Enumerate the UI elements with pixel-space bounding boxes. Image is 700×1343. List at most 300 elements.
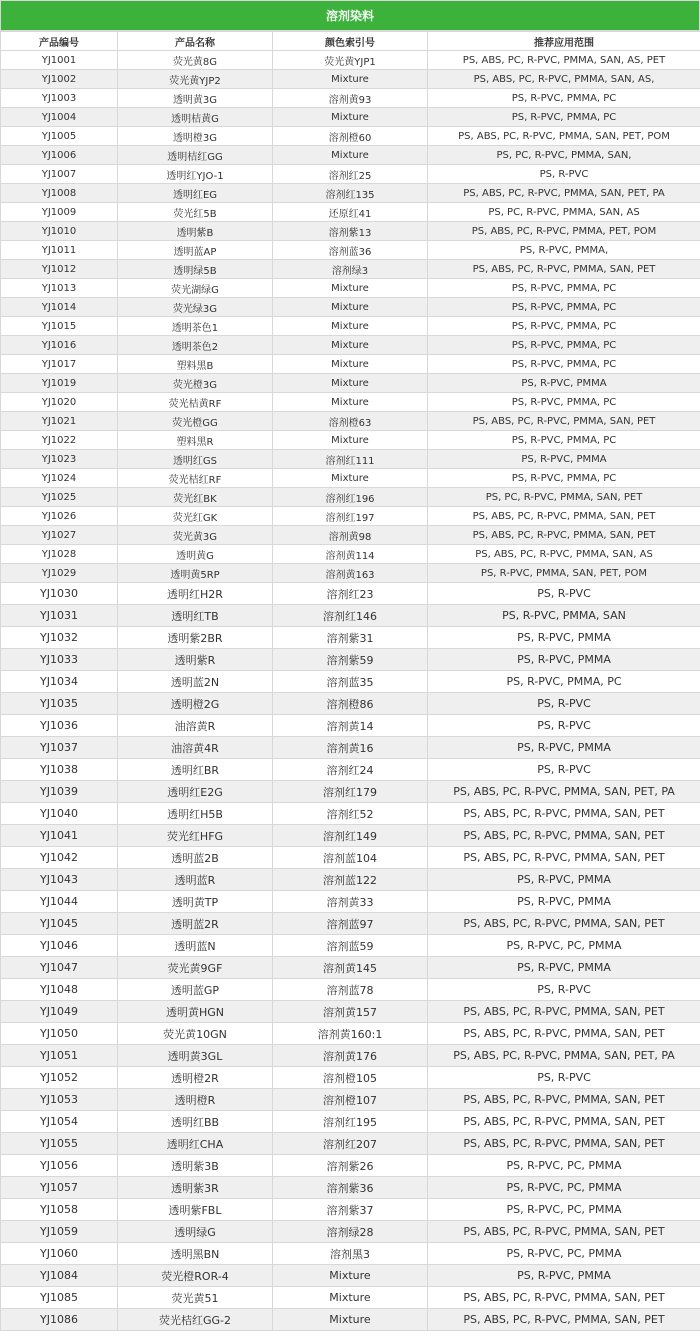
cell-application: PS, R-PVC, PMMA (428, 737, 700, 759)
cell-color-index: 溶剂红146 (273, 605, 428, 627)
cell-product-name: 荧光橙GG (118, 412, 273, 431)
table-row (1, 431, 700, 450)
cell-color-index: 溶剂蓝35 (273, 671, 428, 693)
cell-product-code: YJ1020 (1, 393, 118, 412)
cell-application: PS, ABS, PC, R-PVC, PMMA, SAN, PET (428, 1133, 700, 1155)
cell-application: PS, ABS, PC, R-PVC, PMMA, SAN, PET (428, 1287, 700, 1309)
cell-application: PS, R-PVC (428, 1067, 700, 1089)
cell-product-code: YJ1035 (1, 693, 118, 715)
cell-product-name: 荧光绿3G (118, 298, 273, 317)
cell-product-code: YJ1028 (1, 545, 118, 564)
cell-application: PS, R-PVC, PC, PMMA (428, 1199, 700, 1221)
table-row (1, 203, 700, 222)
table-row (1, 393, 700, 412)
table-row (1, 869, 700, 891)
cell-color-index: 溶剂红52 (273, 803, 428, 825)
cell-color-index: 溶剂橙107 (273, 1089, 428, 1111)
cell-product-code: YJ1021 (1, 412, 118, 431)
table-row (1, 317, 700, 336)
cell-color-index: 溶剂橙86 (273, 693, 428, 715)
cell-product-name: 透明蓝AP (118, 241, 273, 260)
cell-color-index: Mixture (273, 279, 428, 298)
table-row (1, 374, 700, 393)
cell-application: PS, R-PVC, PMMA (428, 374, 700, 393)
cell-application: PS, PC, R-PVC, PMMA, SAN, (428, 146, 700, 165)
header-product-code: 产品编号 (1, 32, 118, 51)
cell-color-index: 溶剂黄145 (273, 957, 428, 979)
table-row (1, 165, 700, 184)
cell-product-code: YJ1038 (1, 759, 118, 781)
cell-product-name: 透明黄TP (118, 891, 273, 913)
cell-product-code: YJ1047 (1, 957, 118, 979)
table-row (1, 891, 700, 913)
cell-product-code: YJ1009 (1, 203, 118, 222)
cell-product-code: YJ1019 (1, 374, 118, 393)
cell-product-code: YJ1059 (1, 1221, 118, 1243)
cell-application: PS, R-PVC, PMMA (428, 891, 700, 913)
cell-application: PS, ABS, PC, R-PVC, PMMA, SAN, AS, (428, 70, 700, 89)
table-row (1, 51, 700, 70)
cell-product-code: YJ1032 (1, 627, 118, 649)
table-row (1, 935, 700, 957)
cell-application: PS, R-PVC (428, 693, 700, 715)
table-row (1, 127, 700, 146)
cell-product-name: 透明黄HGN (118, 1001, 273, 1023)
table-row (1, 108, 700, 127)
cell-color-index: 溶剂绿3 (273, 260, 428, 279)
table-row (1, 1243, 700, 1265)
cell-product-code: YJ1011 (1, 241, 118, 260)
cell-application: PS, ABS, PC, R-PVC, PMMA, SAN, PET (428, 1001, 700, 1023)
cell-product-name: 荧光黄3G (118, 526, 273, 545)
cell-product-name: 透明紫R (118, 649, 273, 671)
cell-application: PS, R-PVC (428, 979, 700, 1001)
cell-application: PS, ABS, PC, R-PVC, PMMA, PET, POM (428, 222, 700, 241)
cell-color-index: 溶剂紫36 (273, 1177, 428, 1199)
cell-product-name: 透明红TB (118, 605, 273, 627)
cell-color-index: 溶剂红135 (273, 184, 428, 203)
cell-application: PS, PC, R-PVC, PMMA, SAN, AS (428, 203, 700, 222)
cell-product-code: YJ1006 (1, 146, 118, 165)
cell-application: PS, R-PVC, PMMA (428, 957, 700, 979)
cell-product-code: YJ1057 (1, 1177, 118, 1199)
cell-product-code: YJ1034 (1, 671, 118, 693)
cell-application: PS, ABS, PC, R-PVC, PMMA, SAN, PET (428, 847, 700, 869)
cell-product-name: 透明红H2R (118, 583, 273, 605)
cell-color-index: Mixture (273, 374, 428, 393)
cell-application: PS, R-PVC, PMMA, (428, 241, 700, 260)
cell-application: PS, R-PVC (428, 759, 700, 781)
cell-product-name: 透明红E2G (118, 781, 273, 803)
cell-product-code: YJ1046 (1, 935, 118, 957)
cell-application: PS, R-PVC, PMMA, PC (428, 89, 700, 108)
cell-color-index: 溶剂红197 (273, 507, 428, 526)
cell-product-code: YJ1050 (1, 1023, 118, 1045)
table-row (1, 715, 700, 737)
cell-color-index: Mixture (273, 298, 428, 317)
cell-product-name: 透明蓝2R (118, 913, 273, 935)
cell-color-index: 溶剂黄16 (273, 737, 428, 759)
cell-product-code: YJ1045 (1, 913, 118, 935)
cell-product-name: 透明红EG (118, 184, 273, 203)
cell-application: PS, ABS, PC, R-PVC, PMMA, SAN, PET, PA (428, 184, 700, 203)
table-row (1, 1133, 700, 1155)
table-row (1, 184, 700, 203)
cell-product-code: YJ1007 (1, 165, 118, 184)
cell-product-code: YJ1084 (1, 1265, 118, 1287)
cell-product-code: YJ1014 (1, 298, 118, 317)
table-row (1, 260, 700, 279)
cell-product-code: YJ1058 (1, 1199, 118, 1221)
table-row (1, 412, 700, 431)
table-row (1, 1045, 700, 1067)
table-row (1, 847, 700, 869)
cell-product-code: YJ1017 (1, 355, 118, 374)
cell-product-name: 透明红CHA (118, 1133, 273, 1155)
cell-application: PS, ABS, PC, R-PVC, PMMA, SAN, PET (428, 1221, 700, 1243)
cell-product-name: 荧光湖绿G (118, 279, 273, 298)
cell-application: PS, R-PVC, PMMA, PC (428, 108, 700, 127)
cell-product-name: 荧光红5B (118, 203, 273, 222)
cell-product-name: 透明红GS (118, 450, 273, 469)
cell-application: PS, R-PVC, PMMA, PC (428, 469, 700, 488)
cell-product-code: YJ1085 (1, 1287, 118, 1309)
table-row (1, 222, 700, 241)
cell-application: PS, R-PVC, PMMA, PC (428, 317, 700, 336)
cell-product-name: 荧光黄YJP2 (118, 70, 273, 89)
cell-product-code: YJ1039 (1, 781, 118, 803)
cell-application: PS, ABS, PC, R-PVC, PMMA, SAN, PET (428, 526, 700, 545)
table-row (1, 957, 700, 979)
table-row (1, 913, 700, 935)
table-row (1, 1309, 700, 1331)
cell-product-code: YJ1053 (1, 1089, 118, 1111)
cell-color-index: 溶剂红24 (273, 759, 428, 781)
cell-product-code: YJ1001 (1, 51, 118, 70)
cell-product-code: YJ1037 (1, 737, 118, 759)
cell-color-index: 溶剂橙60 (273, 127, 428, 146)
cell-product-code: YJ1029 (1, 564, 118, 583)
cell-product-code: YJ1055 (1, 1133, 118, 1155)
cell-color-index: 溶剂绿28 (273, 1221, 428, 1243)
cell-product-code: YJ1052 (1, 1067, 118, 1089)
cell-color-index: 溶剂黄14 (273, 715, 428, 737)
cell-product-name: 透明黄5RP (118, 564, 273, 583)
cell-application: PS, R-PVC, PMMA, PC (428, 298, 700, 317)
cell-color-index: 溶剂蓝97 (273, 913, 428, 935)
cell-product-name: 透明红H5B (118, 803, 273, 825)
cell-color-index: 溶剂黄33 (273, 891, 428, 913)
cell-product-code: YJ1004 (1, 108, 118, 127)
cell-product-name: 荧光桔黄RF (118, 393, 273, 412)
cell-product-code: YJ1025 (1, 488, 118, 507)
table-row (1, 355, 700, 374)
cell-application: PS, ABS, PC, R-PVC, PMMA, SAN, PET (428, 913, 700, 935)
table-row (1, 507, 700, 526)
cell-product-name: 透明橙2G (118, 693, 273, 715)
cell-application: PS, R-PVC (428, 165, 700, 184)
cell-color-index: 溶剂紫31 (273, 627, 428, 649)
cell-product-code: YJ1044 (1, 891, 118, 913)
cell-application: PS, R-PVC, PC, PMMA (428, 1243, 700, 1265)
cell-application: PS, R-PVC, PMMA, PC (428, 671, 700, 693)
table-row (1, 545, 700, 564)
cell-product-name: 透明桔黄G (118, 108, 273, 127)
table-row (1, 759, 700, 781)
cell-product-name: 透明紫FBL (118, 1199, 273, 1221)
cell-product-code: YJ1022 (1, 431, 118, 450)
cell-application: PS, R-PVC, PMMA (428, 649, 700, 671)
cell-application: PS, R-PVC, PMMA, PC (428, 393, 700, 412)
cell-application: PS, R-PVC, PC, PMMA (428, 935, 700, 957)
table-row (1, 671, 700, 693)
cell-product-name: 透明茶色2 (118, 336, 273, 355)
cell-application: PS, ABS, PC, R-PVC, PMMA, SAN, PET, POM (428, 127, 700, 146)
table-row (1, 336, 700, 355)
cell-color-index: 荧光黄YJP1 (273, 51, 428, 70)
cell-color-index: 溶剂黄93 (273, 89, 428, 108)
table-row (1, 1111, 700, 1133)
cell-product-name: 透明紫3R (118, 1177, 273, 1199)
cell-product-name: 透明黑BN (118, 1243, 273, 1265)
cell-product-name: 透明橙R (118, 1089, 273, 1111)
cell-color-index: Mixture (273, 70, 428, 89)
header-row (1, 32, 700, 51)
table-row (1, 146, 700, 165)
cell-color-index: 还原红41 (273, 203, 428, 222)
cell-product-name: 荧光红BK (118, 488, 273, 507)
cell-product-name: 荧光桔红RF (118, 469, 273, 488)
cell-color-index: 溶剂紫37 (273, 1199, 428, 1221)
table-row (1, 279, 700, 298)
table-row (1, 781, 700, 803)
cell-product-code: YJ1003 (1, 89, 118, 108)
table-row (1, 70, 700, 89)
table-row (1, 1067, 700, 1089)
cell-color-index: 溶剂黄176 (273, 1045, 428, 1067)
cell-product-code: YJ1026 (1, 507, 118, 526)
cell-product-name: 荧光黄8G (118, 51, 273, 70)
cell-color-index: Mixture (273, 431, 428, 450)
cell-application: PS, ABS, PC, R-PVC, PMMA, SAN, PET (428, 507, 700, 526)
cell-application: PS, ABS, PC, R-PVC, PMMA, SAN, PET (428, 1309, 700, 1331)
table-row (1, 825, 700, 847)
cell-color-index: 溶剂蓝122 (273, 869, 428, 891)
cell-product-name: 油溶黄R (118, 715, 273, 737)
cell-color-index: 溶剂黄160:1 (273, 1023, 428, 1045)
header-application: 推荐应用范围 (428, 32, 700, 51)
table-row (1, 450, 700, 469)
cell-color-index: 溶剂黄163 (273, 564, 428, 583)
table-row (1, 803, 700, 825)
cell-color-index: Mixture (273, 336, 428, 355)
cell-product-code: YJ1031 (1, 605, 118, 627)
cell-application: PS, R-PVC (428, 583, 700, 605)
table-row (1, 1023, 700, 1045)
cell-color-index: Mixture (273, 146, 428, 165)
cell-application: PS, R-PVC, PMMA, PC (428, 336, 700, 355)
cell-product-name: 透明绿G (118, 1221, 273, 1243)
cell-product-name: 透明红YJO-1 (118, 165, 273, 184)
cell-product-name: 荧光黄51 (118, 1287, 273, 1309)
cell-application: PS, R-PVC, PMMA (428, 869, 700, 891)
cell-application: PS, ABS, PC, R-PVC, PMMA, SAN, PET (428, 1089, 700, 1111)
cell-product-code: YJ1051 (1, 1045, 118, 1067)
cell-color-index: 溶剂蓝59 (273, 935, 428, 957)
cell-product-name: 荧光橙ROR-4 (118, 1265, 273, 1287)
cell-product-name: 塑料黑R (118, 431, 273, 450)
cell-product-name: 透明绿5B (118, 260, 273, 279)
table-row (1, 1199, 700, 1221)
cell-product-name: 透明橙3G (118, 127, 273, 146)
table-row (1, 737, 700, 759)
cell-color-index: 溶剂蓝78 (273, 979, 428, 1001)
table-row (1, 979, 700, 1001)
cell-color-index: 溶剂紫26 (273, 1155, 428, 1177)
cell-product-code: YJ1043 (1, 869, 118, 891)
cell-product-code: YJ1041 (1, 825, 118, 847)
cell-product-name: 透明橙2R (118, 1067, 273, 1089)
cell-product-name: 透明蓝2B (118, 847, 273, 869)
cell-application: PS, ABS, PC, R-PVC, PMMA, SAN, PET, PA (428, 781, 700, 803)
cell-product-name: 荧光红HFG (118, 825, 273, 847)
header-product-name: 产品名称 (118, 32, 273, 51)
cell-product-name: 透明蓝GP (118, 979, 273, 1001)
cell-color-index: 溶剂红149 (273, 825, 428, 847)
cell-color-index: 溶剂紫59 (273, 649, 428, 671)
cell-product-name: 透明茶色1 (118, 317, 273, 336)
table-row (1, 526, 700, 545)
cell-product-code: YJ1027 (1, 526, 118, 545)
cell-color-index: 溶剂红111 (273, 450, 428, 469)
cell-application: PS, ABS, PC, R-PVC, PMMA, SAN, PET (428, 1023, 700, 1045)
cell-product-code: YJ1005 (1, 127, 118, 146)
cell-application: PS, R-PVC, PMMA, SAN (428, 605, 700, 627)
cell-product-code: YJ1008 (1, 184, 118, 203)
table-row (1, 583, 700, 605)
table-row (1, 1089, 700, 1111)
cell-color-index: Mixture (273, 1287, 428, 1309)
cell-application: PS, R-PVC, PMMA, PC (428, 279, 700, 298)
cell-application: PS, ABS, PC, R-PVC, PMMA, SAN, PET (428, 825, 700, 847)
cell-product-name: 透明桔红GG (118, 146, 273, 165)
cell-product-code: YJ1023 (1, 450, 118, 469)
cell-color-index: Mixture (273, 1309, 428, 1331)
cell-application: PS, ABS, PC, R-PVC, PMMA, SAN, PET (428, 260, 700, 279)
cell-application: PS, PC, R-PVC, PMMA, SAN, PET (428, 488, 700, 507)
cell-color-index: 溶剂蓝104 (273, 847, 428, 869)
cell-product-code: YJ1049 (1, 1001, 118, 1023)
table-row (1, 693, 700, 715)
cell-product-code: YJ1002 (1, 70, 118, 89)
cell-product-code: YJ1086 (1, 1309, 118, 1331)
cell-color-index: 溶剂红207 (273, 1133, 428, 1155)
cell-color-index: Mixture (273, 1265, 428, 1287)
cell-application: PS, ABS, PC, R-PVC, PMMA, SAN, PET (428, 803, 700, 825)
cell-product-code: YJ1054 (1, 1111, 118, 1133)
cell-product-name: 荧光桔红GG-2 (118, 1309, 273, 1331)
cell-product-name: 油溶黄4R (118, 737, 273, 759)
cell-color-index: Mixture (273, 393, 428, 412)
cell-application: PS, ABS, PC, R-PVC, PMMA, SAN, PET, PA (428, 1045, 700, 1067)
cell-product-code: YJ1033 (1, 649, 118, 671)
table-row (1, 564, 700, 583)
cell-product-code: YJ1048 (1, 979, 118, 1001)
cell-color-index: 溶剂黄114 (273, 545, 428, 564)
cell-application: PS, ABS, PC, R-PVC, PMMA, SAN, AS, PET (428, 51, 700, 70)
table-row (1, 241, 700, 260)
cell-application: PS, R-PVC, PC, PMMA (428, 1155, 700, 1177)
cell-product-name: 透明红BR (118, 759, 273, 781)
table-title: 溶剂染料 (0, 0, 700, 31)
cell-application: PS, ABS, PC, R-PVC, PMMA, SAN, PET (428, 1111, 700, 1133)
cell-product-code: YJ1060 (1, 1243, 118, 1265)
cell-color-index: Mixture (273, 317, 428, 336)
cell-product-code: YJ1010 (1, 222, 118, 241)
cell-color-index: 溶剂红25 (273, 165, 428, 184)
cell-application: PS, ABS, PC, R-PVC, PMMA, SAN, AS (428, 545, 700, 564)
cell-product-name: 透明蓝R (118, 869, 273, 891)
cell-product-name: 塑料黑B (118, 355, 273, 374)
table-row (1, 469, 700, 488)
cell-application: PS, R-PVC, PMMA (428, 450, 700, 469)
cell-application: PS, R-PVC, PMMA (428, 1265, 700, 1287)
cell-application: PS, R-PVC, PMMA, SAN, PET, POM (428, 564, 700, 583)
cell-color-index: 溶剂黄157 (273, 1001, 428, 1023)
cell-application: PS, R-PVC, PMMA, PC (428, 355, 700, 374)
cell-product-code: YJ1013 (1, 279, 118, 298)
cell-product-code: YJ1056 (1, 1155, 118, 1177)
cell-product-name: 透明紫B (118, 222, 273, 241)
cell-color-index: Mixture (273, 108, 428, 127)
table-row (1, 1177, 700, 1199)
cell-application: PS, R-PVC, PMMA, PC (428, 431, 700, 450)
table-row (1, 649, 700, 671)
table-row (1, 605, 700, 627)
cell-product-name: 透明黄3G (118, 89, 273, 108)
cell-color-index: 溶剂橙105 (273, 1067, 428, 1089)
cell-product-name: 荧光红GK (118, 507, 273, 526)
table-body (1, 51, 700, 1331)
cell-product-code: YJ1036 (1, 715, 118, 737)
cell-product-name: 透明红BB (118, 1111, 273, 1133)
cell-product-code: YJ1030 (1, 583, 118, 605)
cell-application: PS, R-PVC, PMMA (428, 627, 700, 649)
table-row (1, 298, 700, 317)
cell-application: PS, R-PVC (428, 715, 700, 737)
cell-product-name: 透明蓝N (118, 935, 273, 957)
cell-product-code: YJ1012 (1, 260, 118, 279)
cell-application: PS, R-PVC, PC, PMMA (428, 1177, 700, 1199)
cell-color-index: 溶剂红196 (273, 488, 428, 507)
table-row (1, 627, 700, 649)
table-row (1, 1001, 700, 1023)
table-row (1, 1221, 700, 1243)
cell-product-name: 透明紫3B (118, 1155, 273, 1177)
cell-product-code: YJ1016 (1, 336, 118, 355)
cell-application: PS, ABS, PC, R-PVC, PMMA, SAN, PET (428, 412, 700, 431)
cell-product-name: 荧光黄10GN (118, 1023, 273, 1045)
cell-color-index: 溶剂红23 (273, 583, 428, 605)
cell-product-code: YJ1040 (1, 803, 118, 825)
solvent-dye-table (0, 31, 700, 1331)
header-color-index: 颜色索引号 (273, 32, 428, 51)
cell-product-name: 荧光橙3G (118, 374, 273, 393)
cell-color-index: 溶剂红179 (273, 781, 428, 803)
cell-color-index: 溶剂红195 (273, 1111, 428, 1133)
cell-product-code: YJ1015 (1, 317, 118, 336)
table-row (1, 1265, 700, 1287)
